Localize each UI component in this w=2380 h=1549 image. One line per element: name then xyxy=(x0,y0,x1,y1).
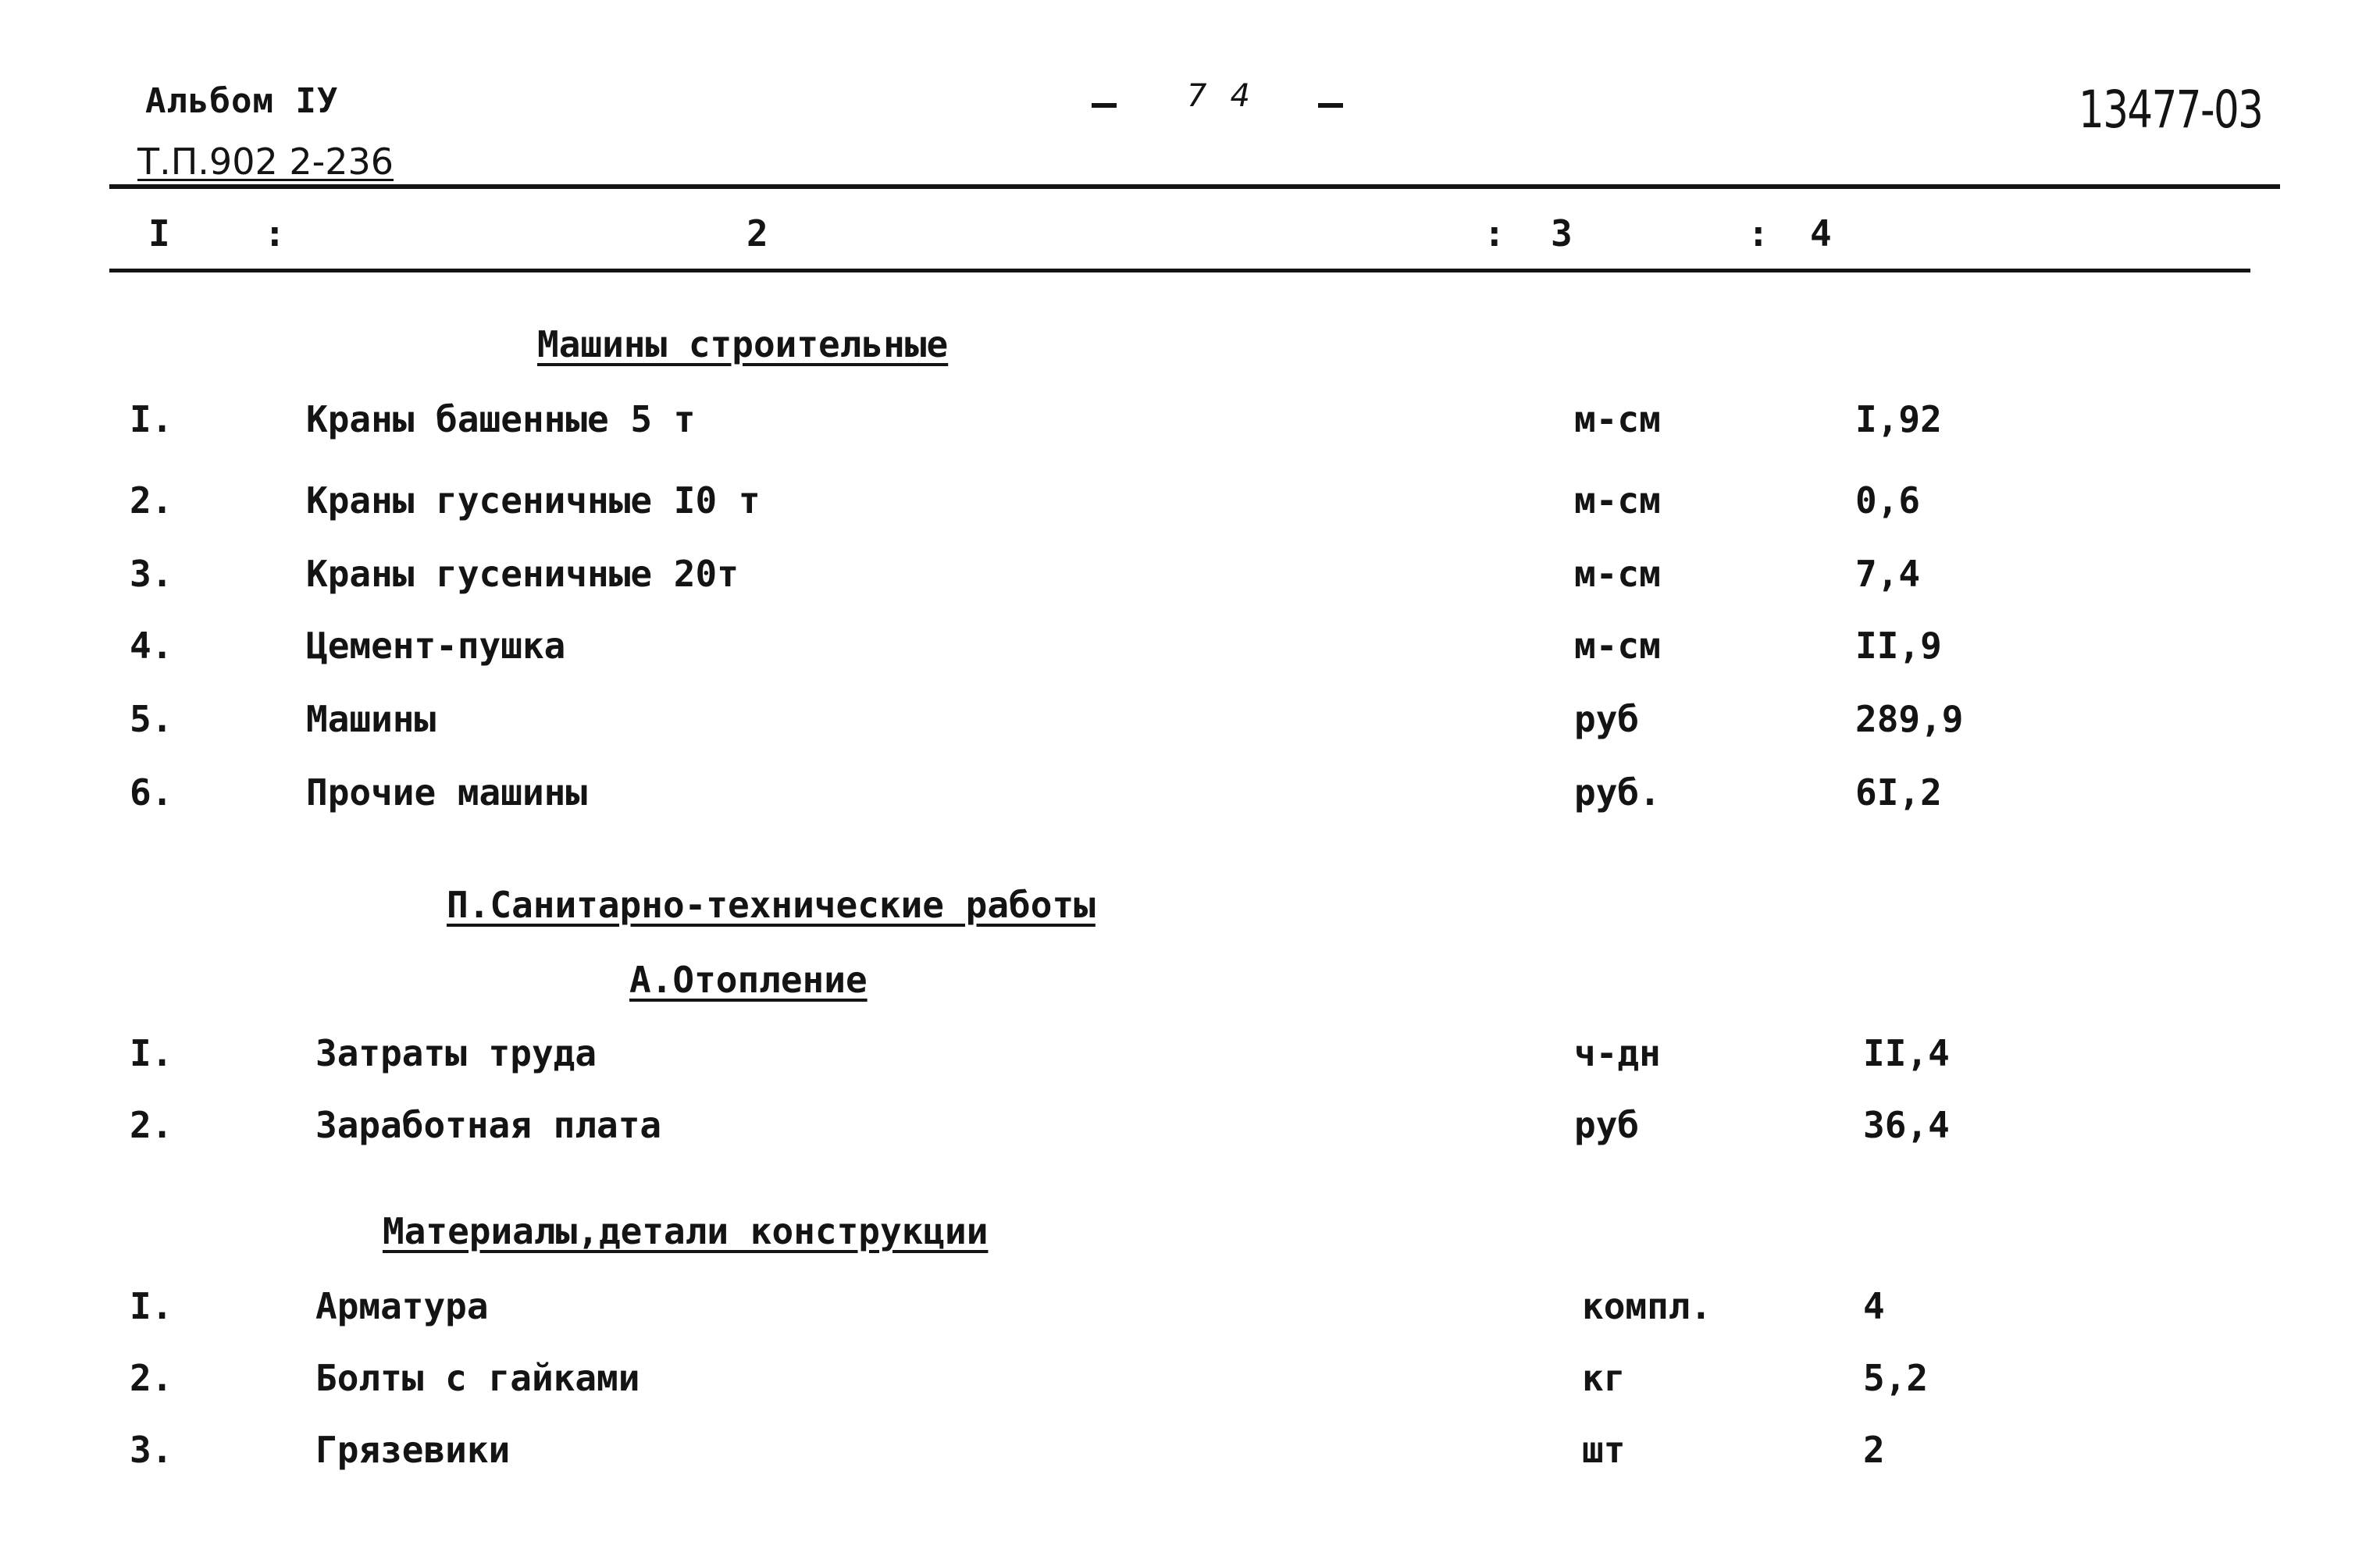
row-name: Прочие машины xyxy=(306,771,588,814)
row-value: 6I,2 xyxy=(1855,771,1942,814)
row-unit: руб. xyxy=(1574,771,1661,814)
row-number: 2. xyxy=(130,479,173,522)
page-number-dash-left xyxy=(1092,103,1117,108)
row-unit: компл. xyxy=(1582,1285,1712,1327)
row-name: Краны башенные 5 т xyxy=(306,398,696,440)
row-name: Болты с гайками xyxy=(315,1357,640,1399)
row-value: 2 xyxy=(1863,1429,1885,1471)
row-unit: м-см xyxy=(1574,398,1661,440)
row-value: II,9 xyxy=(1855,625,1942,667)
row-name: Затраты труда xyxy=(315,1032,597,1074)
row-value: I,92 xyxy=(1855,398,1942,440)
column-separator: : xyxy=(264,212,286,255)
row-number: 2. xyxy=(130,1104,173,1146)
subsection-heading: А.Отопление xyxy=(629,959,868,1001)
row-value: 5,2 xyxy=(1863,1357,1929,1399)
column-header-rule xyxy=(109,269,2250,272)
document-code: 13477-03 xyxy=(2079,80,2263,140)
row-number: I. xyxy=(130,1285,173,1327)
row-name: Заработная плата xyxy=(315,1104,662,1146)
row-name: Грязевики xyxy=(315,1429,511,1471)
row-number: 6. xyxy=(130,771,173,814)
row-unit: руб xyxy=(1574,698,1640,740)
row-unit: м-см xyxy=(1574,553,1661,595)
row-number: 2. xyxy=(130,1357,173,1399)
page-number-dash-right xyxy=(1318,103,1343,108)
row-number: 5. xyxy=(130,698,173,740)
row-name: Цемент-пушка xyxy=(306,625,566,667)
row-name: Машины xyxy=(306,698,436,740)
row-number: I. xyxy=(130,1032,173,1074)
row-unit: ч-дн xyxy=(1574,1032,1661,1074)
section-heading: Машины строительные xyxy=(537,323,949,365)
row-value: II,4 xyxy=(1863,1032,1950,1074)
row-value: 7,4 xyxy=(1855,553,1921,595)
row-number: I. xyxy=(130,398,173,440)
column-separator: : xyxy=(1748,212,1769,255)
column-separator: : xyxy=(1484,212,1505,255)
album-label: Альбом IУ xyxy=(145,81,339,121)
section-heading: Материалы,детали конструкции xyxy=(383,1210,989,1252)
page-number: 74 xyxy=(1187,78,1274,114)
section-heading: П.Санитарно-технические работы xyxy=(447,884,1096,926)
row-unit: шт xyxy=(1582,1429,1626,1471)
row-unit: кг xyxy=(1582,1357,1626,1399)
row-number: 4. xyxy=(130,625,173,667)
row-value: 0,6 xyxy=(1855,479,1921,522)
row-number: 3. xyxy=(130,553,173,595)
row-unit: м-см xyxy=(1574,479,1661,522)
column-header-4: 4 xyxy=(1810,212,1832,255)
column-header-2: 2 xyxy=(746,212,768,255)
row-name: Краны гусеничные I0 т xyxy=(306,479,761,522)
document-reference: Т.П.902 2-236 xyxy=(137,141,394,183)
row-value: 36,4 xyxy=(1863,1104,1950,1146)
header-rule xyxy=(109,184,2280,189)
row-unit: руб xyxy=(1574,1104,1640,1146)
row-name: Краны гусеничные 20т xyxy=(306,553,739,595)
row-value: 289,9 xyxy=(1855,698,1964,740)
row-value: 4 xyxy=(1863,1285,1885,1327)
row-unit: м-см xyxy=(1574,625,1661,667)
row-name: Арматура xyxy=(315,1285,489,1327)
row-number: 3. xyxy=(130,1429,173,1471)
column-header-1: I xyxy=(148,212,170,255)
column-header-3: 3 xyxy=(1551,212,1573,255)
